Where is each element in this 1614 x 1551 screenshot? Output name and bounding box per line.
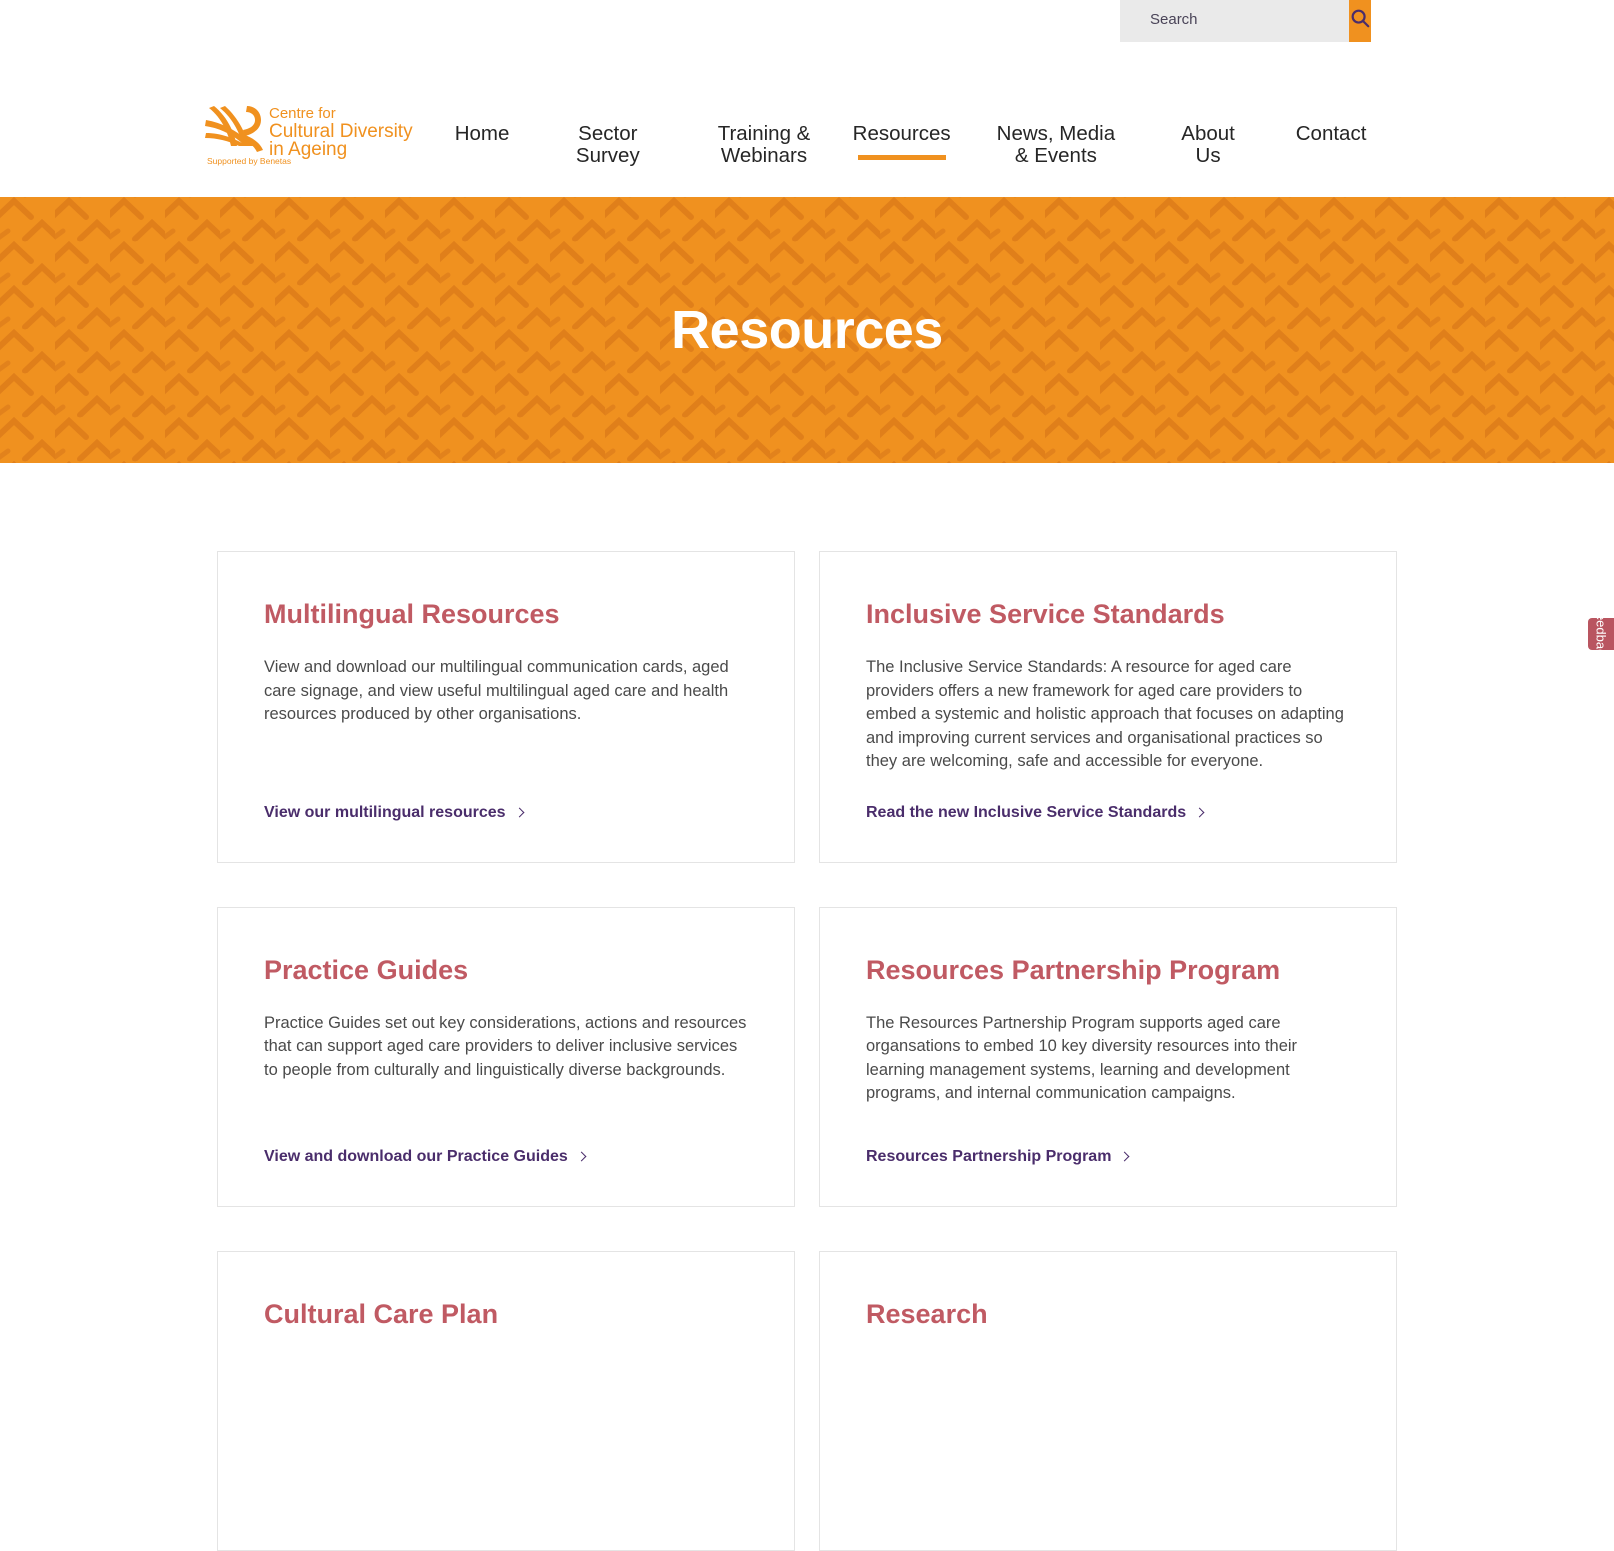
card-description: The Resources Partnership Program supports aged care organsations to embed 10 key diversity resources into their learning management systems, learning and development programs, and internal communication campaigns. <box>866 1013 1298 1102</box>
chevron-right-icon <box>576 1152 586 1162</box>
search-form <box>1120 0 1370 42</box>
hero-banner <box>0 197 1614 463</box>
chevron-right-icon <box>1120 1152 1130 1162</box>
main-navigation <box>440 123 1385 173</box>
card-description: Practice Guides set out key considerations, actions and resources that can support aged care providers to deliver inclusive services to people from culturally and linguistically diverse backgrounds. <box>264 1013 747 1079</box>
feedback-tab-label: Feedback <box>1593 605 1609 663</box>
svg-text:in Ageing: in Ageing <box>269 139 348 160</box>
card-link-practice-guides[interactable] <box>264 1148 748 1166</box>
card-research[interactable] <box>819 1251 1397 1551</box>
nav-item-home[interactable] <box>440 123 524 151</box>
card-multilingual-resources[interactable] <box>217 551 795 863</box>
top-search-strip <box>0 0 1614 45</box>
card-title: Research <box>866 1298 988 1329</box>
card-description: The Inclusive Service Standards: A resource for aged care providers offers a new framework for aged care providers to embed a systemic and holistic approach that focuses on adapting and improving current services and organisational practices so they are welcoming, safe and accessible for everyone. <box>866 658 1344 770</box>
nav-item-training-webinars[interactable] <box>706 123 823 173</box>
card-title: Cultural Care Plan <box>264 1298 499 1329</box>
resources-card-grid <box>217 551 1397 1551</box>
chevron-right-icon <box>1195 808 1205 818</box>
card-link-label: Resources Partnership Program <box>866 1147 1112 1165</box>
card-title: Resources Partnership Program <box>866 954 1281 985</box>
nav-label-about-us: About Us <box>1181 122 1235 167</box>
nav-item-news-media-events[interactable] <box>993 123 1119 173</box>
site-logo[interactable] <box>203 102 431 168</box>
nav-label-training-webinars: Training & Webinars <box>717 122 811 167</box>
nav-item-contact[interactable] <box>1277 123 1385 151</box>
svg-text:Centre for: Centre for <box>269 105 336 122</box>
card-link-multilingual-resources[interactable] <box>264 804 748 822</box>
page-title: Resources <box>671 300 943 360</box>
nav-active-underline <box>858 155 946 160</box>
feedback-tab[interactable] <box>1588 605 1614 663</box>
main-content <box>0 463 1614 1551</box>
logo-graphic <box>203 102 431 168</box>
card-link-label: Read the new Inclusive Service Standards <box>866 803 1187 821</box>
card-cultural-care-plan[interactable] <box>217 1251 795 1551</box>
search-icon <box>1349 7 1371 32</box>
card-link-inclusive-service-standards[interactable] <box>866 804 1350 822</box>
nav-item-resources[interactable] <box>851 123 953 166</box>
card-link-resources-partnership-program[interactable] <box>866 1148 1350 1166</box>
search-input[interactable] <box>1120 0 1349 42</box>
svg-text:Cultural Diversity: Cultural Diversity <box>269 121 413 142</box>
svg-text:Supported by Benetas: Supported by Benetas <box>207 156 292 166</box>
search-submit-button[interactable] <box>1349 0 1371 42</box>
card-link-label: View our multilingual resources <box>264 803 506 821</box>
card-practice-guides[interactable] <box>217 907 795 1207</box>
card-description: View and download our multilingual communication cards, aged care signage, and view useful multilingual aged care and health resources produced by other organisations. <box>264 658 729 723</box>
card-title: Inclusive Service Standards <box>866 599 1225 629</box>
nav-label-sector-survey: Sector Survey <box>575 122 640 167</box>
nav-label-news-media-events: News, Media & Events <box>996 122 1116 167</box>
nav-item-about-us[interactable] <box>1167 123 1249 173</box>
nav-label-resources: Resources <box>852 122 951 145</box>
card-title: Multilingual Resources <box>264 599 560 629</box>
nav-item-sector-survey[interactable] <box>552 123 663 173</box>
site-header <box>0 45 1614 197</box>
card-resources-partnership-program[interactable] <box>819 907 1397 1207</box>
nav-label-contact: Contact <box>1295 122 1367 145</box>
card-title: Practice Guides <box>264 954 469 985</box>
card-inclusive-service-standards[interactable] <box>819 551 1397 863</box>
card-link-label: View and download our Practice Guides <box>264 1147 568 1165</box>
nav-label-home: Home <box>454 122 510 145</box>
chevron-right-icon <box>514 808 524 818</box>
